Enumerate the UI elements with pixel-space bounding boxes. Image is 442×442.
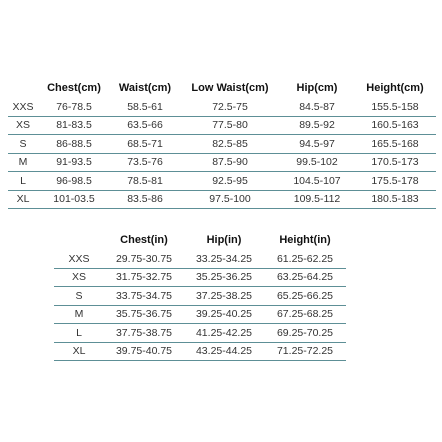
cm-header-cell: Waist(cm) bbox=[118, 82, 172, 94]
in-header-cell: Hip(in) bbox=[206, 234, 242, 246]
table-row bbox=[54, 342, 346, 361]
in-header-cell: Height(in) bbox=[279, 234, 331, 246]
measurement-cell: 91-93.5 bbox=[38, 153, 110, 172]
measurement-cell: 97.5-100 bbox=[180, 190, 280, 209]
size-label-cell: L bbox=[54, 324, 104, 343]
size-chart-in-table bbox=[54, 230, 346, 361]
measurement-cell: 96-98.5 bbox=[38, 172, 110, 191]
measurement-cell: 77.5-80 bbox=[180, 116, 280, 135]
size-label-cell: XL bbox=[54, 342, 104, 361]
size-label-cell: XL bbox=[8, 190, 38, 209]
size-label-cell: S bbox=[8, 135, 38, 154]
measurement-cell: 67.25-68.25 bbox=[264, 305, 346, 324]
measurement-cell: 73.5-76 bbox=[110, 153, 180, 172]
measurement-cell: 170.5-173 bbox=[354, 153, 436, 172]
measurement-cell: 92.5-95 bbox=[180, 172, 280, 191]
in-header-cell: Chest(in) bbox=[120, 234, 168, 246]
size-label-cell: XXS bbox=[54, 250, 104, 268]
table-row bbox=[8, 153, 436, 172]
size-label-cell: M bbox=[54, 305, 104, 324]
table-row bbox=[54, 287, 346, 306]
measurement-cell: 99.5-102 bbox=[280, 153, 354, 172]
table-row bbox=[54, 324, 346, 343]
table-row bbox=[8, 98, 436, 116]
measurement-cell: 39.75-40.75 bbox=[104, 342, 184, 361]
measurement-cell: 72.5-75 bbox=[180, 98, 280, 116]
measurement-cell: 83.5-86 bbox=[110, 190, 180, 209]
size-label-cell: S bbox=[54, 287, 104, 306]
cm-header-row bbox=[8, 78, 436, 98]
measurement-cell: 104.5-107 bbox=[280, 172, 354, 191]
table-row bbox=[54, 268, 346, 287]
in-header-cell bbox=[54, 230, 104, 250]
cm-header-cell: Chest(cm) bbox=[47, 82, 101, 94]
measurement-cell: 63.5-66 bbox=[110, 116, 180, 135]
measurement-cell: 87.5-90 bbox=[180, 153, 280, 172]
measurement-cell: 58.5-61 bbox=[110, 98, 180, 116]
table-row bbox=[8, 190, 436, 209]
measurement-cell: 86-88.5 bbox=[38, 135, 110, 154]
table-row bbox=[8, 135, 436, 154]
size-label-cell: XS bbox=[8, 116, 38, 135]
measurement-cell: 101-03.5 bbox=[38, 190, 110, 209]
table-row bbox=[8, 172, 436, 191]
cm-header-cell: Hip(cm) bbox=[296, 82, 338, 94]
measurement-cell: 180.5-183 bbox=[354, 190, 436, 209]
measurement-cell: 41.25-42.25 bbox=[184, 324, 264, 343]
size-label-cell: M bbox=[8, 153, 38, 172]
measurement-cell: 43.25-44.25 bbox=[184, 342, 264, 361]
measurement-cell: 76-78.5 bbox=[38, 98, 110, 116]
measurement-cell: 160.5-163 bbox=[354, 116, 436, 135]
measurement-cell: 165.5-168 bbox=[354, 135, 436, 154]
measurement-cell: 71.25-72.25 bbox=[264, 342, 346, 361]
measurement-cell: 81-83.5 bbox=[38, 116, 110, 135]
measurement-cell: 69.25-70.25 bbox=[264, 324, 346, 343]
measurement-cell: 94.5-97 bbox=[280, 135, 354, 154]
measurement-cell: 35.75-36.75 bbox=[104, 305, 184, 324]
measurement-cell: 155.5-158 bbox=[354, 98, 436, 116]
size-label-cell: L bbox=[8, 172, 38, 191]
measurement-cell: 63.25-64.25 bbox=[264, 268, 346, 287]
measurement-cell: 35.25-36.25 bbox=[184, 268, 264, 287]
cm-header-cell: Low Waist(cm) bbox=[191, 82, 269, 94]
measurement-cell: 33.25-34.25 bbox=[184, 250, 264, 268]
measurement-cell: 68.5-71 bbox=[110, 135, 180, 154]
cm-header-cell: Height(cm) bbox=[366, 82, 424, 94]
cm-header-cell bbox=[8, 78, 38, 98]
measurement-cell: 84.5-87 bbox=[280, 98, 354, 116]
measurement-cell: 37.25-38.25 bbox=[184, 287, 264, 306]
measurement-cell: 33.75-34.75 bbox=[104, 287, 184, 306]
size-label-cell: XXS bbox=[8, 98, 38, 116]
in-header-row bbox=[54, 230, 346, 250]
measurement-cell: 31.75-32.75 bbox=[104, 268, 184, 287]
table-row bbox=[8, 116, 436, 135]
size-label-cell: XS bbox=[54, 268, 104, 287]
measurement-cell: 78.5-81 bbox=[110, 172, 180, 191]
measurement-cell: 61.25-62.25 bbox=[264, 250, 346, 268]
measurement-cell: 82.5-85 bbox=[180, 135, 280, 154]
measurement-cell: 37.75-38.75 bbox=[104, 324, 184, 343]
measurement-cell: 39.25-40.25 bbox=[184, 305, 264, 324]
measurement-cell: 175.5-178 bbox=[354, 172, 436, 191]
measurement-cell: 65.25-66.25 bbox=[264, 287, 346, 306]
table-row bbox=[54, 305, 346, 324]
measurement-cell: 89.5-92 bbox=[280, 116, 354, 135]
measurement-cell: 29.75-30.75 bbox=[104, 250, 184, 268]
table-row bbox=[54, 250, 346, 268]
measurement-cell: 109.5-112 bbox=[280, 190, 354, 209]
size-chart-cm-table bbox=[8, 78, 436, 209]
